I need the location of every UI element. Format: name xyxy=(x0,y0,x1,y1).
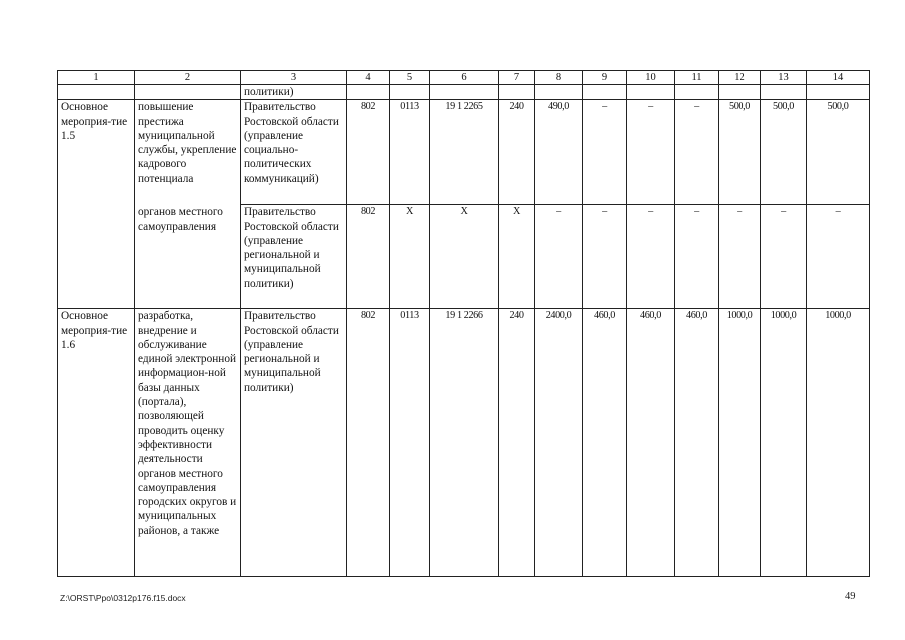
value-cell: 19 1 2266 xyxy=(430,309,499,577)
value-cell: – xyxy=(761,205,807,309)
value-cell: 240 xyxy=(499,309,535,577)
activity-description-part1: повышение престижа муниципальной службы, укрепление кадрового потенциала xyxy=(138,101,237,185)
value-cell: 460,0 xyxy=(675,309,719,577)
value-cell: Х xyxy=(390,205,430,309)
activity-description-cell xyxy=(135,100,241,309)
header-row xyxy=(58,71,870,85)
header-cell: 10 xyxy=(627,71,675,85)
value-cell: 2400,0 xyxy=(535,309,583,577)
value-cell: – xyxy=(627,205,675,309)
value-cell: 240 xyxy=(499,100,535,205)
value-cell: 802 xyxy=(347,205,390,309)
activity-description-cell: разработка, внедрение и обслуживание единой электронной информацион-ной базы данных (портала), позволяющей проводить оценку эффективности деятельности органов местного самоуправления городских округов и муниципальных районов, а также xyxy=(135,309,241,577)
header-cell: 4 xyxy=(347,71,390,85)
value-cell: 1000,0 xyxy=(807,309,870,577)
header-cell: 13 xyxy=(761,71,807,85)
value-cell: – xyxy=(583,205,627,309)
value-cell: 802 xyxy=(347,309,390,577)
value-cell: 19 1 2265 xyxy=(430,100,499,205)
value-cell: – xyxy=(675,205,719,309)
header-cell: 3 xyxy=(241,71,347,85)
file-path: Z:\ORST\Ppo\0312p176.f15.docx xyxy=(60,593,186,603)
header-cell: 11 xyxy=(675,71,719,85)
value-cell: Х xyxy=(430,205,499,309)
header-cell: 2 xyxy=(135,71,241,85)
value-cell: 490,0 xyxy=(535,100,583,205)
value-cell: 500,0 xyxy=(761,100,807,205)
header-cell: 14 xyxy=(807,71,870,85)
header-cell: 6 xyxy=(430,71,499,85)
value-cell: 0113 xyxy=(390,100,430,205)
value-cell: 500,0 xyxy=(807,100,870,205)
activity-description-part2: органов местного самоуправления xyxy=(138,206,223,233)
header-cell: 12 xyxy=(719,71,761,85)
value-cell: 500,0 xyxy=(719,100,761,205)
value-cell: 460,0 xyxy=(627,309,675,577)
value-cell: Х xyxy=(499,205,535,309)
activity-name-cell: Основное мероприя-тие 1.6 xyxy=(58,309,135,577)
continuation-row xyxy=(58,85,870,100)
value-cell: 460,0 xyxy=(583,309,627,577)
value-cell: – xyxy=(627,100,675,205)
value-cell: 0113 xyxy=(390,309,430,577)
executor-cell: Правительство Ростовской области (управление социально-политических коммуникаций) xyxy=(241,100,347,205)
continued-executor-cell: политики) xyxy=(241,85,347,100)
value-cell: – xyxy=(719,205,761,309)
table-row-1-6 xyxy=(58,309,870,577)
value-cell: – xyxy=(807,205,870,309)
program-table xyxy=(57,70,870,577)
header-cell: 7 xyxy=(499,71,535,85)
page-number: 49 xyxy=(845,591,856,602)
executor-cell: Правительство Ростовской области (управление региональной и муниципальной политики) xyxy=(241,205,347,309)
table-row-1-5-a xyxy=(58,100,870,205)
value-cell: – xyxy=(535,205,583,309)
value-cell: – xyxy=(583,100,627,205)
activity-name-cell: Основное мероприя-тие 1.5 xyxy=(58,100,135,309)
value-cell: – xyxy=(675,100,719,205)
value-cell: 1000,0 xyxy=(761,309,807,577)
value-cell: 802 xyxy=(347,100,390,205)
header-cell: 5 xyxy=(390,71,430,85)
value-cell: 1000,0 xyxy=(719,309,761,577)
header-cell: 9 xyxy=(583,71,627,85)
header-cell: 8 xyxy=(535,71,583,85)
header-cell: 1 xyxy=(58,71,135,85)
executor-cell: Правительство Ростовской области (управление региональной и муниципальной политики) xyxy=(241,309,347,577)
